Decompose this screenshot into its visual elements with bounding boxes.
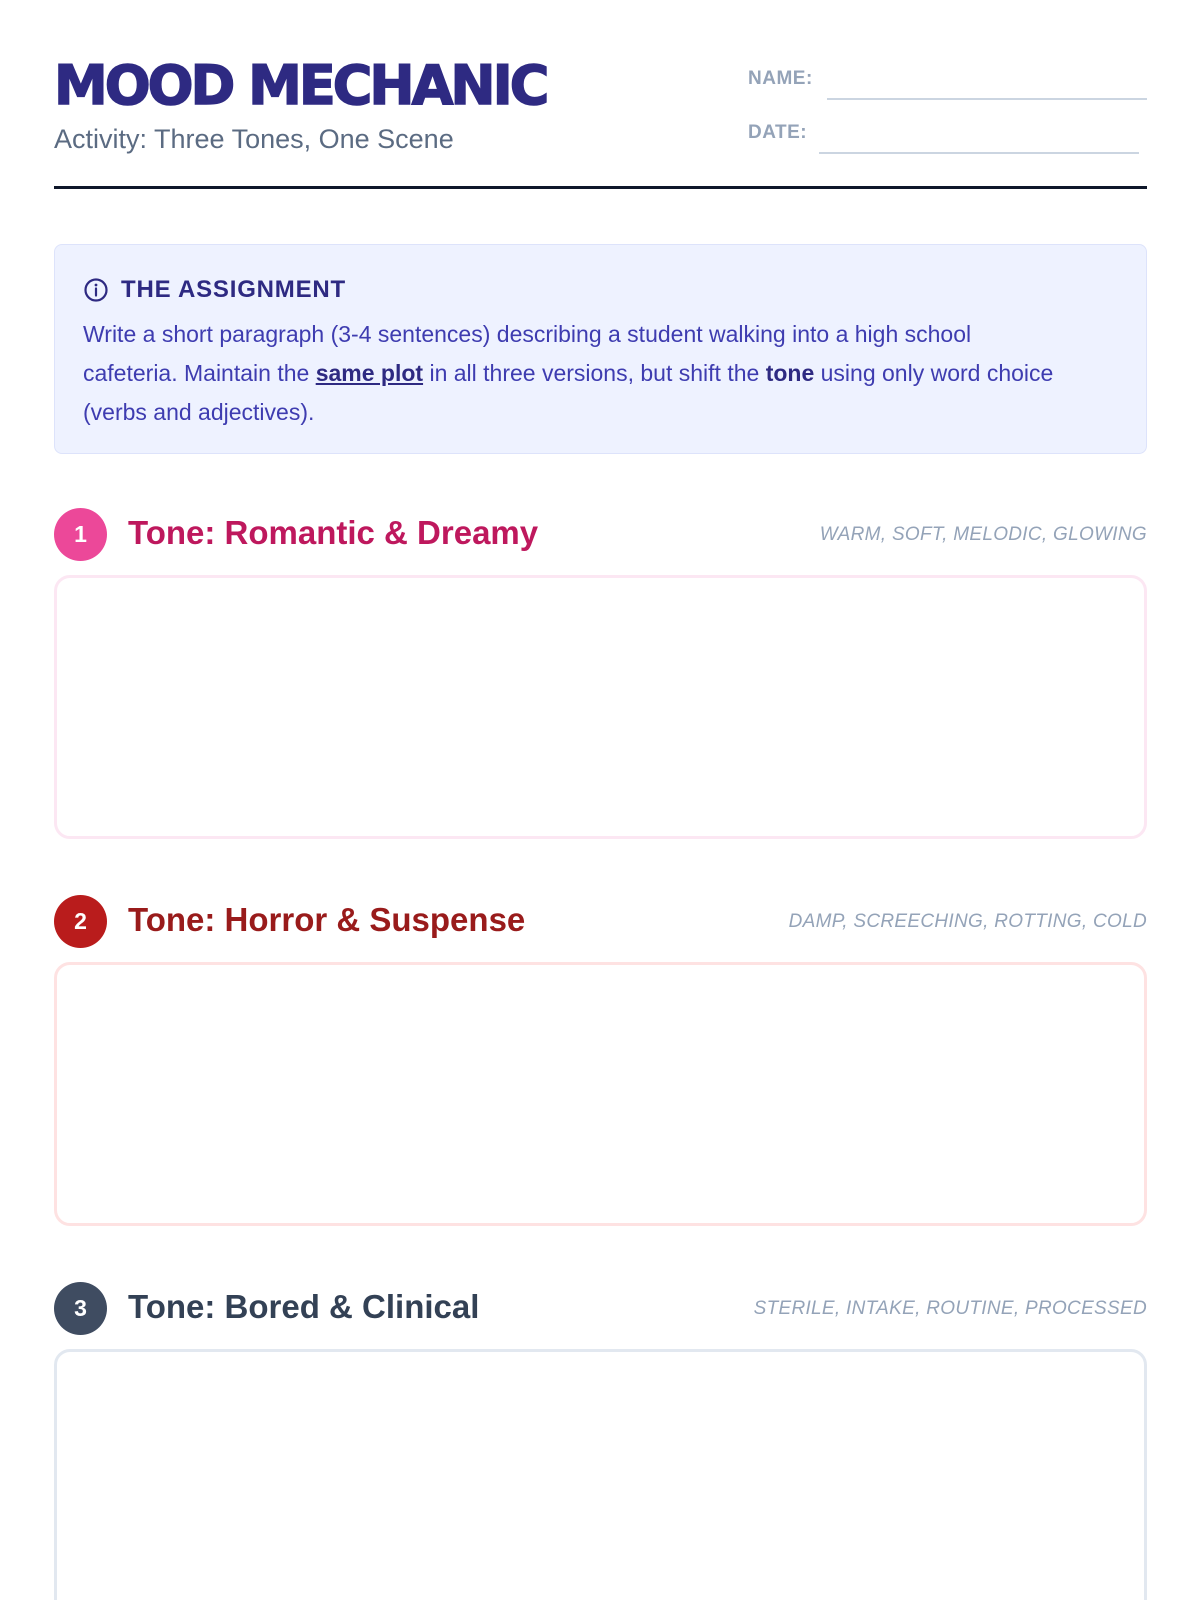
worksheet-header [54,0,1147,190]
name-label: NAME: [748,68,813,89]
tone-keywords: WARM, SOFT, MELODIC, GLOWING [819,524,1147,545]
page-title: MOOD MECHANIC [54,54,547,117]
same-plot-emphasis: same plot [315,360,424,386]
writing-area-clinical[interactable] [54,1349,1147,1600]
assignment-title: THE ASSIGNMENT [121,276,346,303]
assignment-instructions [83,315,1063,432]
instruction-text: in all three versions, but shift the [423,360,766,386]
instruction-text: Write a short paragraph (3-4 sentences) describing a student walking into a high school cafeteria. Maintain the [83,321,972,386]
tone-number-badge: 2 [54,895,107,948]
name-field[interactable] [827,98,1147,100]
tone-section-clinical [54,1282,1147,1338]
header-divider [54,186,1147,189]
tone-emphasis: tone [765,360,815,386]
tone-section-horror [54,895,1147,951]
tone-keywords: DAMP, SCREECHING, ROTTING, COLD [788,911,1147,932]
tone-keywords: STERILE, INTAKE, ROUTINE, PROCESSED [753,1298,1147,1319]
assignment-box [54,244,1147,454]
tone-number-badge: 1 [54,508,107,561]
tone-number-badge: 3 [54,1282,107,1335]
tone-section-romantic [54,508,1147,564]
writing-area-romantic[interactable] [54,575,1147,839]
page-subtitle: Activity: Three Tones, One Scene [54,124,454,154]
tone-title: Tone: Bored & Clinical [128,1288,480,1325]
date-label: DATE: [748,122,808,143]
tone-title: Tone: Horror & Suspense [128,901,526,938]
date-field[interactable] [819,152,1139,154]
tone-title: Tone: Romantic & Dreamy [128,514,539,551]
instruction-text: using only word choice (verbs and adjectives). [83,360,1054,425]
info-circle-icon [83,277,109,303]
assignment-heading [83,275,1118,305]
writing-area-horror[interactable] [54,962,1147,1226]
